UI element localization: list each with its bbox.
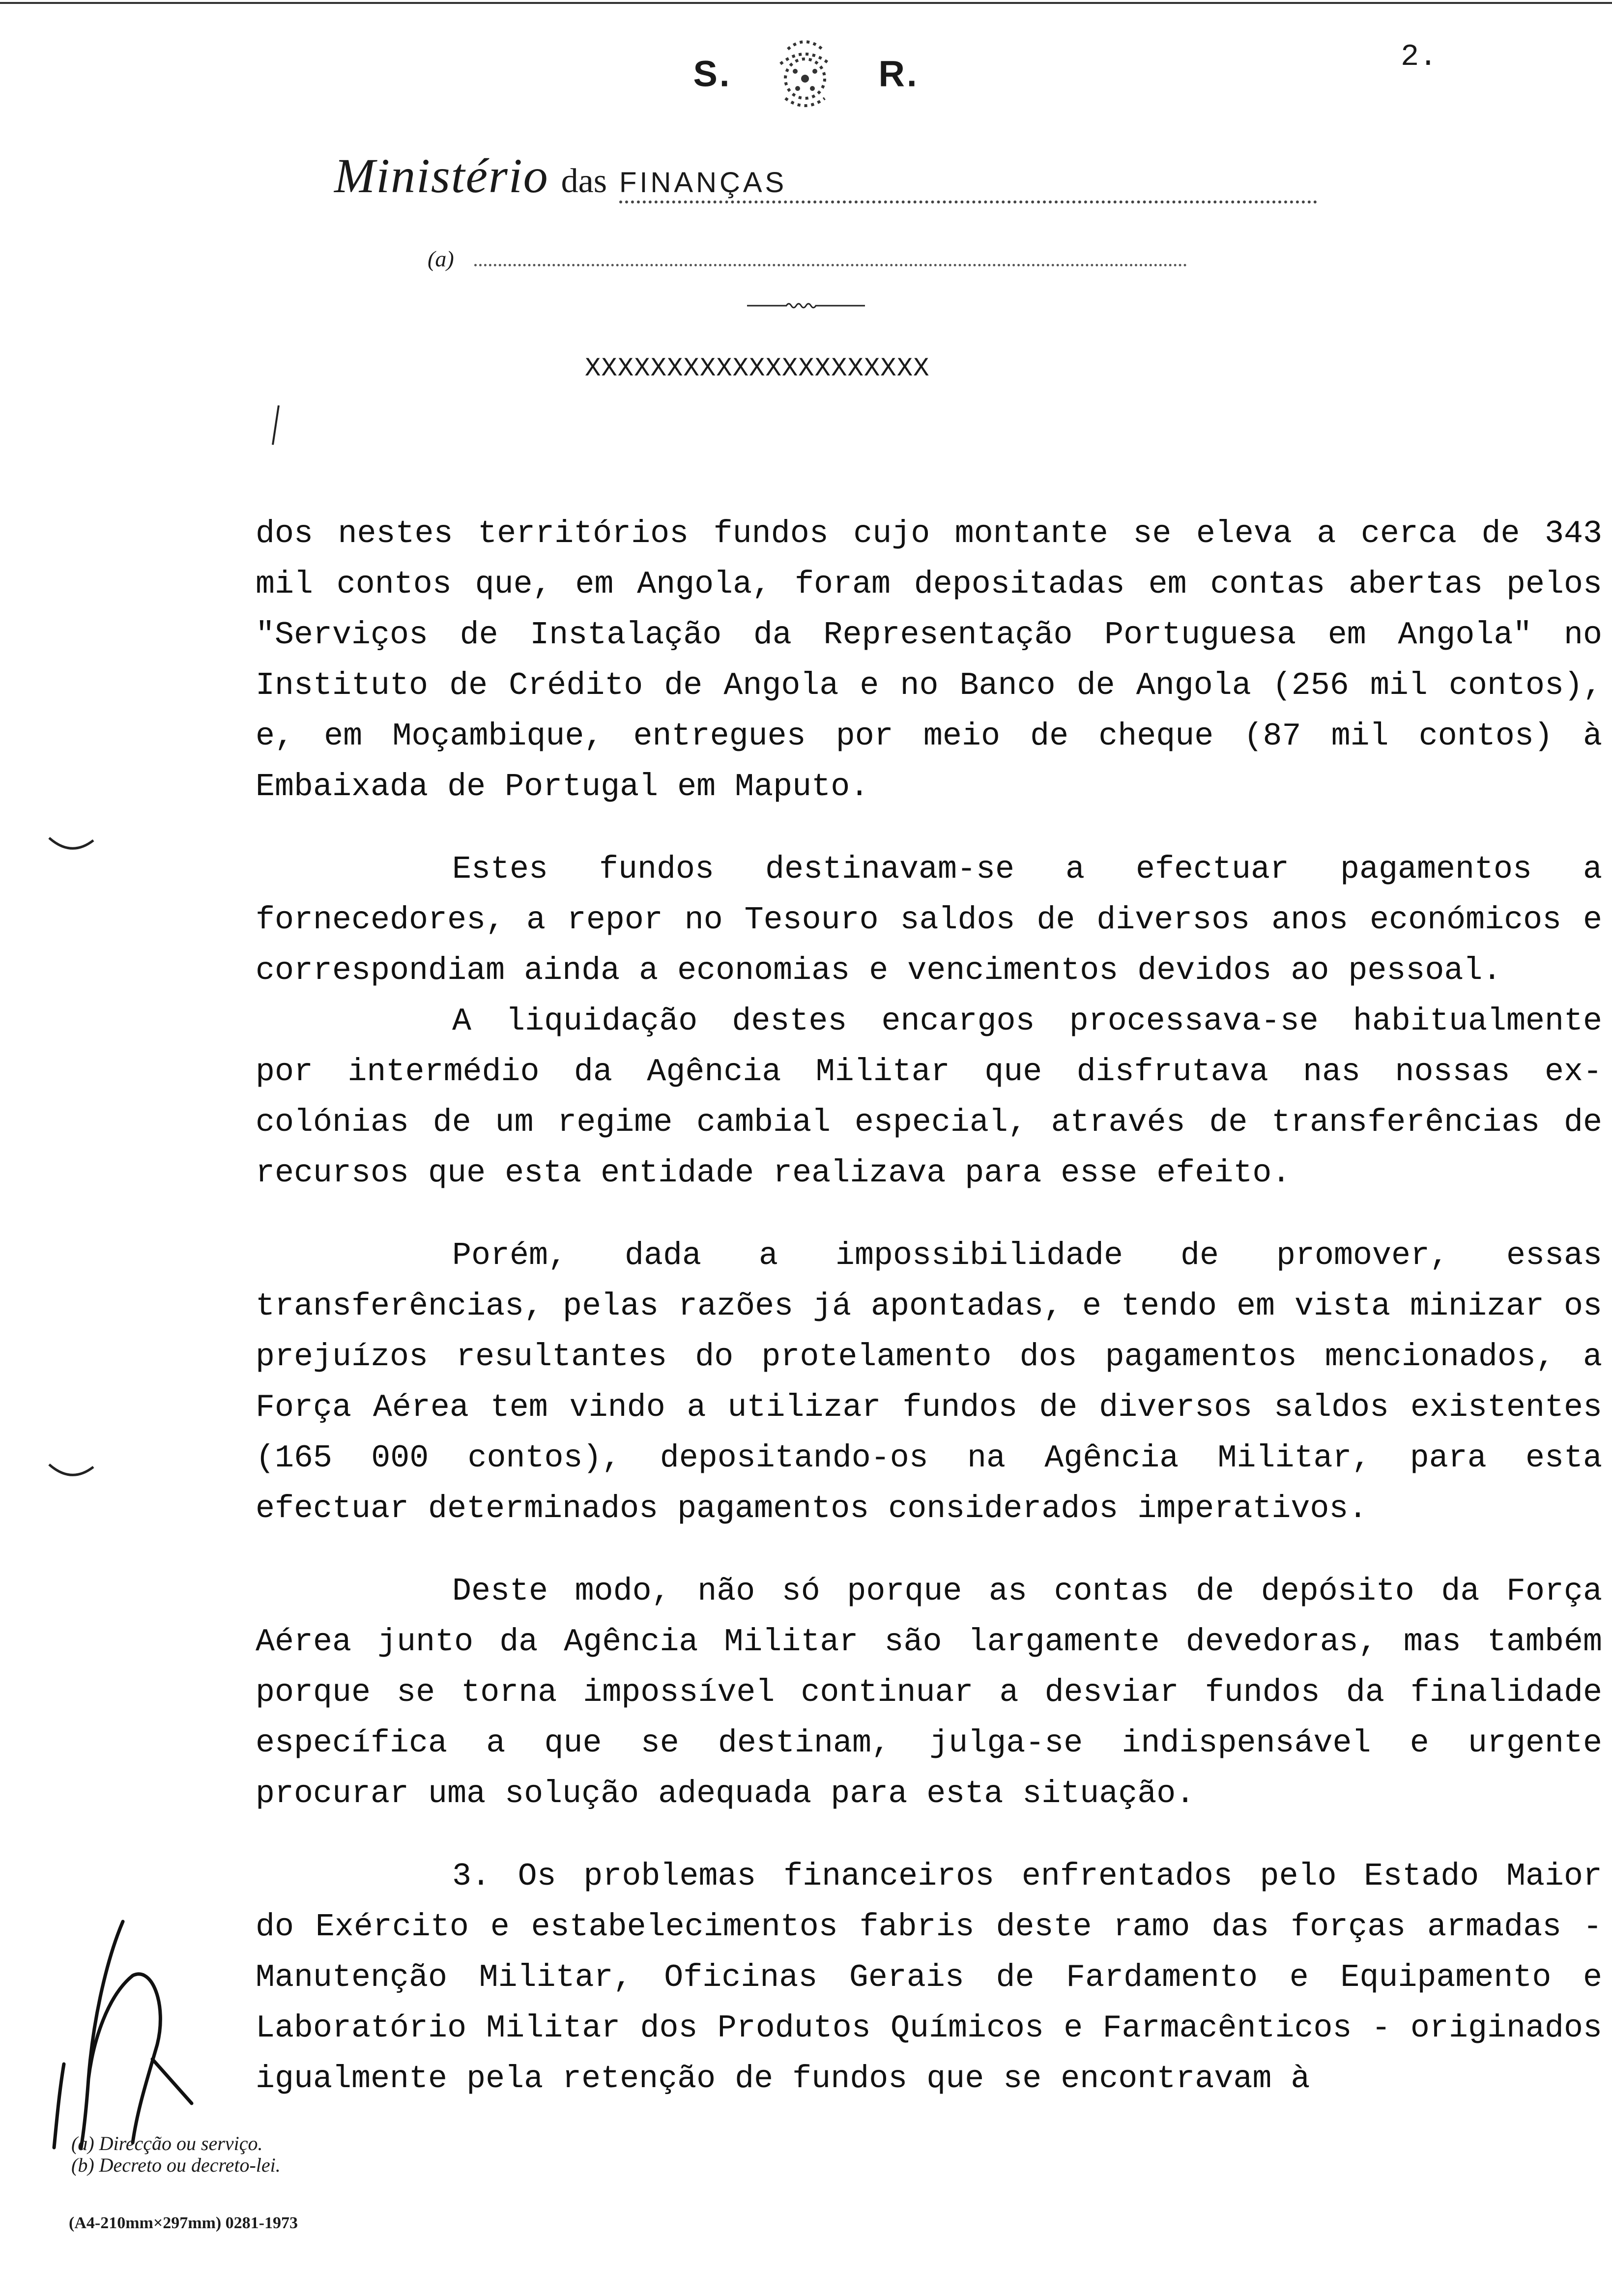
- field-a-label: (a): [428, 246, 454, 271]
- body-text: [256, 509, 1602, 2104]
- ministry-connector: das: [561, 162, 607, 200]
- page-number: 2.: [1401, 39, 1438, 74]
- ministry-prefix: Ministério: [334, 148, 549, 203]
- paragraph-1: dos nestes territórios fundos cujo montante se eleva a cerca de 343 mil contos que, em Angola, foram depositadas em contas abertas pelos "Serviços de Instalação da Representação Portuguesa em Angola" no Instituto de Crédito de Angola e no Banco de Angola (256 mil contos), e, em Moçambique, entregues por meio de cheque (87 mil contos) à Embaixada de Portugal em Maputo.: [256, 516, 1602, 805]
- margin-hole-mark-lower: [47, 1462, 96, 1482]
- decree-struck-line: XXXXXXXXXXXXXXXXXXXXX: [585, 354, 930, 384]
- paragraph-5: Deste modo, não só porque as contas de depósito da Força Aérea junto da Agência Militar são largamente devedoras, mas também porque se torna impossível continuar a desviar fundos da finalidade específica a que se destinam, julga-se indispensável e urgente procurar uma solução adequada para esta situação.: [256, 1573, 1602, 1812]
- footnote-b: (b) Decreto ou decreto-lei.: [71, 2154, 281, 2176]
- footnote-a: (a) Direcção ou serviço.: [71, 2132, 263, 2154]
- paragraph-2: Estes fundos destinavam-se a efectuar pagamentos a fornecedores, a repor no Tesouro saldos de diversos anos económicos e correspondiam ainda a economias e vencimentos devidos ao pessoal.: [256, 851, 1602, 989]
- coat-of-arms-icon: [768, 34, 842, 113]
- top-rule: [0, 2, 1612, 4]
- ministry-heading: [334, 147, 1317, 204]
- separator-squiggle: [747, 301, 865, 311]
- letterhead-right-letter: R.: [878, 53, 919, 94]
- pen-slash-mark: [268, 403, 283, 447]
- form-code: (A4-210mm×297mm) 0281-1973: [69, 2214, 298, 2232]
- footnotes: [71, 2133, 281, 2176]
- field-a: [428, 246, 1187, 272]
- letterhead: [0, 34, 1612, 113]
- field-a-dotted-line: [474, 264, 1187, 266]
- paragraph-6: 3. Os problemas financeiros enfrentados pelo Estado Maior do Exército e estabelecimentos fabris deste ramo das forças armadas - Manutenção Militar, Oficinas Gerais de Fardamento e Equipamento e Laboratório Militar dos Produtos Químicos e Farmacênticos - originados igualmente pela retenção de fundos que se encontravam à: [256, 1858, 1602, 2097]
- paragraph-3: A liquidação destes encargos processava-se habitualmente por intermédio da Agência Militar que disfrutava nas nossas ex-colónias de um regime cambial especial, através de transferências de recursos que esta entidade realizava para esse efeito.: [256, 1003, 1602, 1191]
- letterhead-left-letter: S.: [693, 53, 732, 94]
- paragraph-4: Porém, dada a impossibilidade de promover, essas transferências, pelas razões já apontadas, e tendo em vista minizar os prejuízos resultantes do protelamento dos pagamentos mencionados, a Força Aérea tem vindo a utilizar fundos de diversos saldos existentes (165 000 contos), depositando-os na Agência Militar, para esta efectuar determinados pagamentos considerados imperativos.: [256, 1237, 1602, 1527]
- margin-hole-mark-upper: [47, 835, 96, 855]
- ministry-department: FINANÇAS: [619, 167, 1317, 203]
- handwritten-signature: [34, 1917, 202, 2152]
